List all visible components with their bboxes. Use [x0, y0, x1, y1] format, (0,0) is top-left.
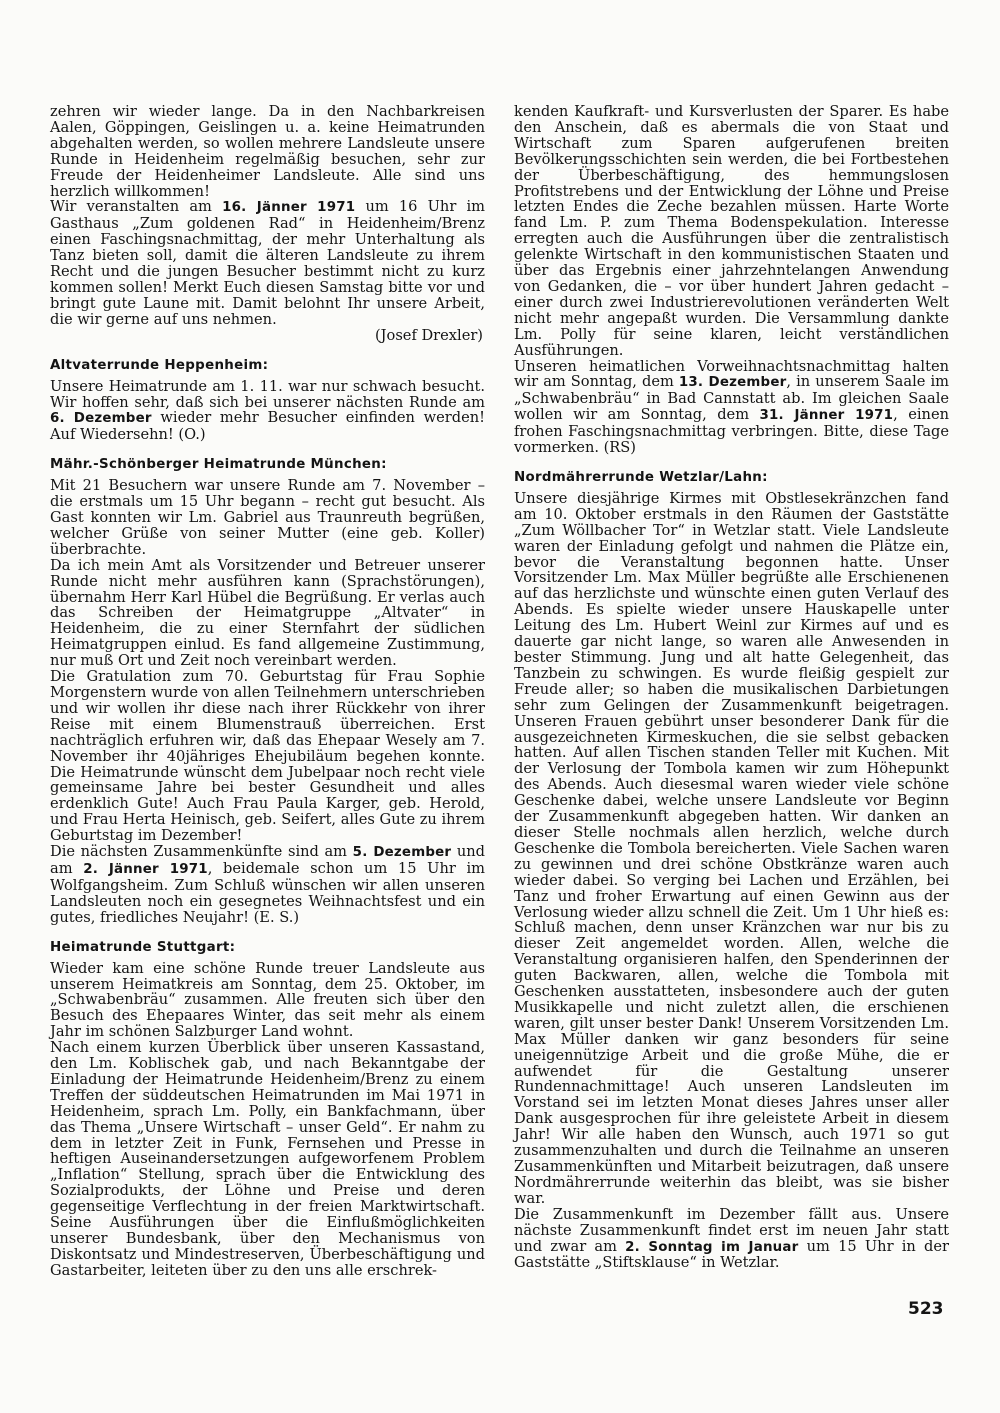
muenchen-paragraph-4 — [50, 844, 485, 926]
page-number: 523 — [908, 1299, 944, 1319]
stuttgart-paragraph-2: Nach einem kurzen Überblick über unseren Kassastand, den Lm. Koblischek gab, und nach Bekanntgabe der Einladung der Heimatrunde Heidenheim/Brenz zu einem Treffen der süddeutschen Heimatrunden im Mai 1971 in Heidenheim, sprach Lm. Polly, ein Bankfachmann, über das Thema „Unsere Wirtschaft – unser Geld“. Er nahm zu dem in letzter Zeit in Funk, Fernsehen und Presse in heftigen Auseinandersetzungen aufgeworfenem Problem „Inflation“ Stellung, sprach über die Entwicklung des Sozialprodukts, der Löhne und Preise und deren gegenseitige Verflechtung in der freien Marktwirtschaft. Seine Ausführungen über die Einflußmöglichkeiten unserer Bundesbank, über den Mechanismus von Diskontsatz und Mindestreserven, Überbeschäftigung und Gastarbeiter, leiteten über zu den uns alle erschrek- — [50, 1039, 485, 1279]
text-span: Unseren heimatlichen Vorweihnachtsnachmittag halten wir am Sonntag, dem — [514, 357, 949, 391]
muenchen-paragraph-2: Da ich mein Amt als Vorsitzender und Betreuer unserer Runde nicht mehr ausführen kann (Sprachstörungen), übernahm Herr Karl Hübel die Begrüßung. Er verlas auch das Schreiben der Heimatgruppe „Altvater“ in Heidenheim, die zu einer Sternfahrt der südlichen Heimatgruppen einlud. Es fand allgemeine Zustimmung, nur muß Ort und Zeit noch vereinbart werden. — [50, 556, 485, 670]
text-span: , beidemale schon um 15 Uhr im Wolfgangsheim. Zum Schluß wünschen wir allen unseren Landsleuten noch ein gesegnetes Weihnachtsfest und ein gutes, friedliches Neujahr! (E. S.) — [50, 859, 485, 926]
section-heading-wetzlar: Nordmährerrunde Wetzlar/Lahn: — [514, 469, 768, 485]
text-span: Die nächsten Zusammenkünfte sind am — [50, 843, 353, 861]
text-span: um 15 Uhr in der Gaststätte „Stiftsklause“ in Wetzlar. — [514, 1237, 949, 1272]
wetzlar-paragraph-2 — [514, 1207, 949, 1272]
stuttgart-paragraph-1: Wieder kam eine schöne Runde treuer Landsleute aus unserem Heimatkreis am Sonntag, dem 25. Oktober, im „Schwabenbräu“ zusammen. Alle freuten sich über den Besuch des Ehepaares Winter, das seit mehr als einem Jahr im schönen Salzburger Land wohnt. — [50, 959, 485, 1041]
right-column — [514, 104, 949, 1271]
section-heading-stuttgart: Heimatrunde Stuttgart: — [50, 939, 236, 955]
section-heading-heppenheim: Altvaterrunde Heppenheim: — [50, 357, 269, 373]
text-span: , in unserem Saale im „Schwabenbräu“ in Bad Cannstatt ab. Im gleichen Saale wollen wir am Sonntag, dem — [514, 373, 949, 424]
text-span: Wir veranstalten am — [50, 198, 223, 216]
date-highlight: 13. Dezember — [678, 375, 787, 391]
stuttgart-continuation: kenden Kaufkraft- und Kursverlusten der Sparer. Es habe den Anschein, daß es abermals die von Staat und Wirtschaft zum Sparen aufgerufenen breiten Bevölkerungsschichten sein werden, die bei Fortbestehen der Überbeschäftigung, des hemmungslosen Profitstrebens und der Entwicklung der Löhne und Preise letzten Endes die Zeche bezahlen müssen. Harte Worte fand Lm. P. zum Thema Bodenspekulation. Interesse erregten auch die Ausführungen über die zentralistisch gelenkte Wirtschaft in den kommunistischen Staaten und über das Ergebnis einer jahrzehntelangen Anwendung von Gedanken, die – vor über hundert Jahren gedacht – einer durch zwei Industrierevolutionen veränderten Welt nicht mehr angepaßt wurden. Die Versammlung dankte Lm. Polly für seine klaren, leicht verständlichen Ausführungen. — [514, 103, 949, 359]
date-highlight: 2. Jänner 1971 — [83, 861, 208, 877]
left-column — [50, 104, 485, 1279]
date-highlight: 6. Dezember — [50, 411, 152, 427]
signature: (Josef Drexler) — [374, 326, 483, 344]
date-highlight: 5. Dezember — [352, 845, 452, 861]
muenchen-paragraph-3: Die Gratulation zum 70. Geburtstag für Frau Sophie Morgenstern wurde von allen Teilnehmern unterschrieben und wir wollen ihr diese nach ihrer Rückkehr von ihrer Reise mit einem Blumenstrauß überreichen. Erst nachträglich erfuhren wir, daß das Ehepaar Wesely am 7. November ihr 40jähriges Ehejubiläum begehen konnte. Die Heimatrunde wünscht dem Jubelpaar noch recht viele gemeinsame Jahre bei bester Gesundheit und alles erdenklich Gute! Auch Frau Paula Karger, geb. Herold, und Frau Herta Heinisch, geb. Seifert, alles Gute zu ihrem Geburtstag im Dezember! — [50, 668, 485, 845]
section-heading-muenchen: Mähr.-Schönberger Heimatrunde München: — [50, 457, 387, 473]
date-highlight: 31. Jänner 1971 — [759, 408, 894, 424]
muenchen-paragraph-1: Mit 21 Besuchern war unsere Runde am 7. November – die erstmals um 15 Uhr begann – recht gut besucht. Als Gast konnten wir Lm. Gabriel aus Traunreuth begrüßen, welcher Grüße von seiner Mutter (eine geb. Koller) überbrachte. — [50, 477, 485, 558]
text-span: Die Zusammenkunft im Dezember fällt aus. Unsere nächste Zusammenkunft findet erst im neuen Jahr statt und zwar am — [514, 1205, 949, 1255]
text-span: um 16 Uhr im Gasthaus „Zum goldenen Rad“ in Heidenheim/Brenz einen Faschingsnachmittag, der mehr Unterhaltung als Tanz bieten soll, damit die älteren Landsleute zu ihrem Recht und die jungen Besucher bestimmt nicht zu kurz kommen sollen! Merkt Euch diesen Samstag bitte vor und bringt gute Laune mit. Damit belohnt Ihr unsere Arbeit, die wir gerne auf uns nehmen. — [50, 198, 485, 328]
date-highlight: 2. Sonntag im Januar — [625, 1239, 799, 1255]
stuttgart-paragraph-3 — [514, 359, 949, 456]
intro-paragraph: zehren wir wieder lange. Da in den Nachbarkreisen Aalen, Göppingen, Geislingen u. a. keine Heimatrunden abgehalten werden, so wollen mehrere Landsleute unsere Runde in Heidenheim regelmäßig besuchen, sehr zur Freude der Heidenheimer Landsleute. Alle sind uns herzlich willkommen! — [50, 103, 485, 200]
text-span: Unsere Heimatrunde am 1. 11. war nur schwach besucht. Wir hoffen sehr, daß sich bei unserer nächsten Runde am — [50, 377, 485, 411]
heppenheim-paragraph — [50, 379, 485, 444]
text-span: , einen frohen Faschingsnachmittag verbringen. Bitte, diese Tage vormerken. (RS) — [514, 406, 949, 457]
text-span: wieder mehr Besucher einfinden werden! Auf Wiedersehn! (O.) — [50, 409, 485, 444]
text-span: und am — [50, 843, 486, 877]
wetzlar-paragraph-1: Unsere diesjährige Kirmes mit Obstlesekränzchen fand am 10. Oktober erstmals in den Räumen der Gaststätte „Zum Wöllbacher Tor“ in Wetzlar statt. Viele Landsleute waren der Einladung gefolgt und nahmen die Plätze ein, bevor die Veranstaltung begonnen hatte. Unser Vorsitzender Lm. Max Müller begrüßte alle Erschienenen auf das herzlichste und wünschte einen guten Verlauf des Abends. Es spielte wieder unsere Hauskapelle unter Leitung des Lm. Hubert Weinl zur Kirmes auf und es dauerte gar nicht lange, so waren alle Anwesenden in bester Stimmung. Jung und alt hatte Gelegenheit, das Tanzbein zu schwingen. Es wurde fleißig gespielt zur Freude aller; so haben die musikalischen Darbietungen sehr zum Gelingen der Zusammenkunft beigetragen. Unseren Frauen gebührt unser besonderer Dank für die ausgezeichneten Kirmeskuchen, die sie selbst gebacken hatten. Auf allen Tischen standen Teller mit Kuchen. Mit der Verlosung der Tombola kamen wir zum Höhepunkt des Abends. Auch diesesmal waren wieder viele schöne Geschenke dabei, welche unsere Landsleute vor Beginn der Zusammenkunft abgegeben hatten. Wir danken an dieser Stelle nochmals allen herzlich, welche durch Geschenke die Tombola bereicherten. Viele Sachen waren zu gewinnen und drei schöne Obstkränze waren auch wieder dabei. So verging bei Lachen und Erzählen, bei Tanz und froher Erwartung auf einen Gewinn aus der Verlosung wieder allzu schnell die Zeit. Um 1 Uhr hieß es: Schluß machen, denn unser Kränzchen war nur bis zu dieser Zeit angemeldet worden. Allen, welche die Veranstaltung organisieren halfen, den Spenderinnen der guten Backwaren, allen, welche die Tombola mit Geschenken ausstatteten, insbesondere auch der guten Musikkapelle und nicht zuletzt allen, die erschienen waren, gilt unser bester Dank! Unserem Vorsitzenden Lm. Max Müller danken wir ganz besonders für seine uneigennützige Arbeit und die große Mühe, die er aufwendet für die Gestaltung unserer Rundennachmittage! Auch unseren Landsleuten im Vorstand sei im letzten Monat dieses Jahres unser aller Dank ausgesprochen für ihre geleistete Arbeit in diesem Jahr! Wir alle haben den Wunsch, auch 1971 so gut zusammenzuhalten und durch die Teilnahme an unseren Zusammenkünften und Mitarbeit beizutragen, daß unsere Nordmährerrunde weiterhin das bleibt, was sie bisher war. — [514, 489, 949, 1207]
event-date: 16. Jänner 1971 — [222, 200, 356, 216]
event-paragraph — [50, 199, 485, 327]
